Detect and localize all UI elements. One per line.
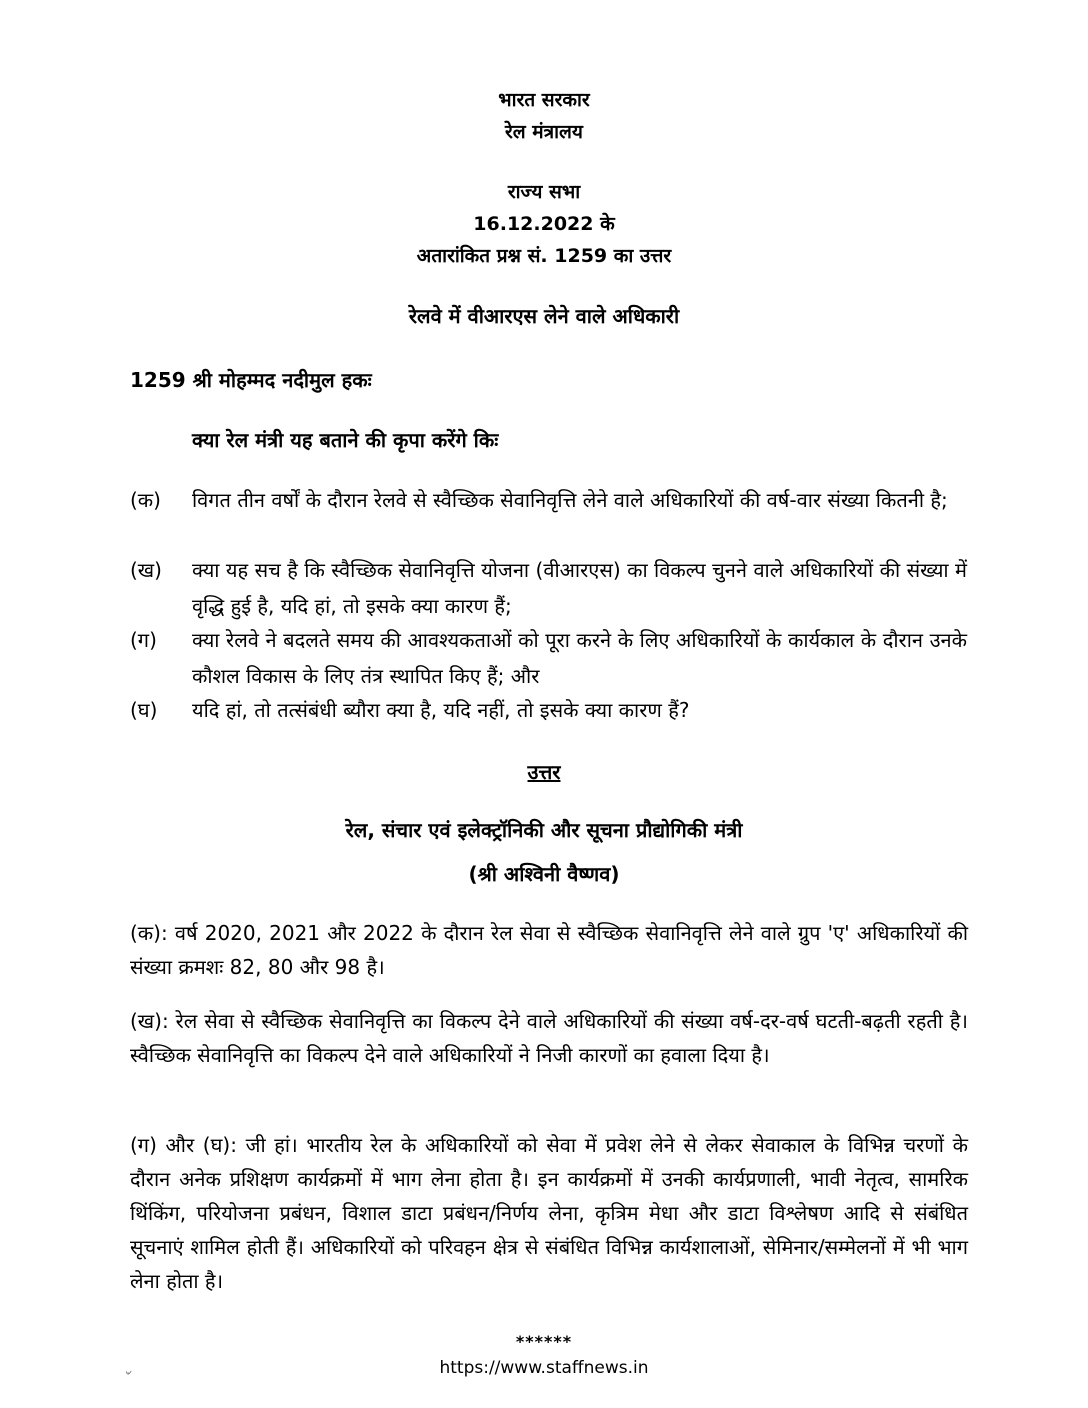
answer-paragraph-ka: (क): वर्ष 2020, 2021 और 2022 के दौरान रेल सेवा से स्वैच्छिक सेवानिवृत्ति लेने वाले ग्रुप 'ए' अधिकारियों की संख्या क्रमशः 82, 80 और 98 है।: [130, 921, 968, 979]
answer-paragraph-ga-gha: (ग) और (घ): जी हां। भारतीय रेल के अधिकारियों को सेवा में प्रवेश लेने से लेकर सेवाकाल के विभिन्न चरणों के दौरान अनेक प्रशिक्षण कार्यक्रमों में भाग लेना होता है। इन कार्यक्रमों में उनकी कार्यप्रणाली, भावी नेतृत्व, सामरिक थिंकिंग, परियोजना प्रबंधन, विशाल डाटा प्रबंधन/निर्णय लेना, कृत्रिम मेधा और डाटा विश्लेषण आदि से संबंधित सूचनाएं शामिल होती हैं। अधिकारियों को परिवहन क्षेत्र से संबंधित विभिन्न कार्यशालाओं, सेमिनार/सम्मेलनों में भी भाग लेना होता है।: [130, 1133, 968, 1293]
question-label: (ख): [130, 558, 162, 582]
question-intro: क्या रेल मंत्री यह बताने की कृपा करेंगे किः: [192, 428, 499, 452]
question-text: क्या यह सच है कि स्वैच्छिक सेवानिवृत्ति योजना (वीआरएस) का विकल्प चुनने वाले अधिकारियों की संख्या में वृद्धि हुई है, यदि हां, तो इसके क्या कारण हैं;: [192, 558, 967, 618]
question-label: (ग): [130, 628, 157, 652]
question-text: क्या रेलवे ने बदलते समय की आवश्यकताओं को पूरा करने के लिए अधिकारियों के कार्यकाल के दौरान उनके कौशल विकास के लिए तंत्र स्थापित किए हैं; और: [192, 628, 967, 688]
subject-title: रेलवे में वीआरएस लेने वाले अधिकारी: [408, 304, 680, 328]
header-ministry: रेल मंत्रालय: [505, 121, 583, 143]
footer-mark: ৺: [124, 1368, 131, 1381]
header-date: 16.12.2022 के: [473, 213, 615, 235]
answer-paragraph-kha: (ख): रेल सेवा से स्वैच्छिक सेवानिवृत्ति का विकल्प देने वाले अधिकारियों की संख्या वर्ष-दर-वर्ष घटती-बढ़ती रहती है। स्वैच्छिक सेवानिवृत्ति का विकल्प देने वाले अधिकारियों ने निजी कारणों का हवाला दिया है।: [130, 1009, 968, 1067]
asked-by: 1259 श्री मोहम्मद नदीमुल हकः: [130, 368, 372, 392]
minister-title: रेल, संचार एवं इलेक्ट्रॉनिकी और सूचना प्रौद्योगिकी मंत्री: [345, 818, 743, 842]
minister-name: (श्री अश्विनी वैष्णव): [468, 862, 620, 886]
footer-url[interactable]: https://www.staffnews.in: [439, 1358, 649, 1378]
header-question-number: अतारांकित प्रश्न सं. 1259 का उत्तर: [416, 245, 672, 267]
header-house: राज्य सभा: [507, 181, 581, 203]
question-text: विगत तीन वर्षों के दौरान रेलवे से स्वैच्छिक सेवानिवृत्ति लेने वाले अधिकारियों की वर्ष-वार संख्या कितनी है;: [192, 488, 948, 512]
end-mark: ******: [515, 1332, 573, 1351]
question-label: (घ): [130, 698, 158, 722]
question-text: यदि हां, तो तत्संबंधी ब्यौरा क्या है, यदि नहीं, तो इसके क्या कारण हैं?: [192, 698, 690, 722]
question-label: (क): [130, 488, 161, 512]
header-government: भारत सरकार: [498, 89, 590, 111]
answer-heading: उत्तर: [527, 760, 561, 784]
